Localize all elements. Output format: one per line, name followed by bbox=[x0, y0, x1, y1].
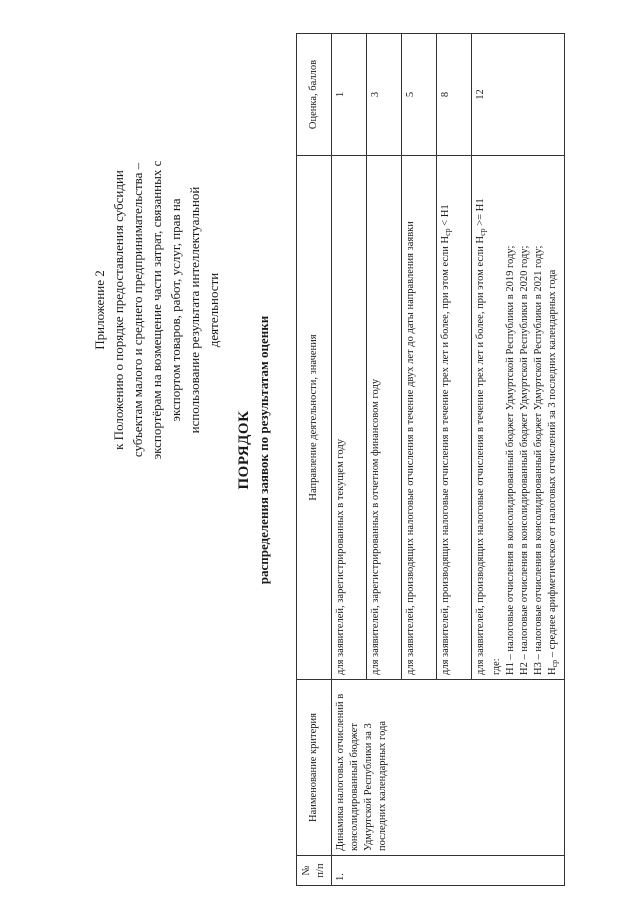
row-num: 1. bbox=[332, 856, 565, 886]
subscript-sr: ср bbox=[550, 659, 559, 668]
criteria-table bbox=[296, 33, 565, 886]
appendix-line: деятельности bbox=[206, 272, 221, 348]
appendix-line: использование результата интеллектуальной bbox=[187, 186, 202, 434]
appendix-line: к Положению о порядке предоставления субсидии bbox=[111, 170, 126, 450]
direction-text: >= Н1 bbox=[475, 198, 486, 229]
direction-cell: для заявителей, зарегистрированных в отчетном финансовом году bbox=[367, 156, 402, 680]
direction-text: для заявителей, производящих налоговые отчисления в течение трех лет и более, при этом если Н bbox=[440, 235, 451, 675]
subscript-sr: ср bbox=[478, 228, 487, 236]
header-name: Наименование критерия bbox=[297, 680, 332, 856]
direction-text: для заявителей, производящих налоговые отчисления в течение трех лет и более, при этом если Н bbox=[475, 235, 486, 675]
table-header-row bbox=[297, 34, 332, 886]
appendix-line: экспортёрам на возмещение части затрат, связанных с bbox=[149, 160, 164, 460]
direction-cell: для заявителей, зарегистрированных в текущем году bbox=[332, 156, 367, 680]
appendix-line: экспортом товаров, работ, услуг, прав на bbox=[168, 198, 183, 422]
score-cell: 8 bbox=[437, 34, 472, 156]
score-cell: 12 bbox=[472, 34, 565, 156]
legend-intro: где: bbox=[491, 658, 502, 675]
score-cell: 1 bbox=[332, 34, 367, 156]
score-cell: 5 bbox=[402, 34, 437, 156]
direction-text: < Н1 bbox=[440, 204, 451, 229]
legend-h1: Н1 – налоговые отчисления в консолидированный бюджет Удмуртской Республики в 2019 году; bbox=[505, 245, 516, 675]
header-num: № п/п bbox=[297, 856, 332, 886]
criterion-name: Динамика налоговых отчислений в консолидированный бюджет Удмуртской Республики за 3 последних календарных года bbox=[332, 680, 565, 856]
rotated-content bbox=[0, 10, 640, 890]
direction-cell bbox=[437, 156, 472, 680]
legend-hsr-symbol: Н bbox=[547, 667, 558, 675]
direction-cell: для заявителей, производящих налоговые отчисления в течение двух лет до даты направления заявки bbox=[402, 156, 437, 680]
direction-cell bbox=[472, 156, 565, 680]
appendix-title: Приложение 2 bbox=[92, 270, 107, 350]
document-subtitle: распределения заявок по результатам оценки bbox=[256, 315, 271, 585]
legend-h3: Н3 – налоговые отчисления в консолидированный бюджет Удмуртской Республики в 2021 году; bbox=[533, 245, 544, 675]
document-title: ПОРЯДОК bbox=[236, 410, 252, 490]
header-score: Оценка, баллов bbox=[297, 34, 332, 156]
legend-hsr bbox=[546, 160, 562, 675]
appendix-line: субъектам малого и среднего предпринимательства – bbox=[130, 162, 145, 458]
header-direction: Направление деятельности, значения bbox=[297, 156, 332, 680]
subscript-sr: ср bbox=[443, 228, 452, 236]
appendix-header bbox=[90, 30, 223, 830]
table-row bbox=[332, 34, 367, 886]
direction-condition bbox=[474, 160, 490, 675]
legend-hsr-text: – среднее арифметическое от налоговых отчислений за 3 последних календарных года bbox=[547, 269, 558, 660]
score-cell: 3 bbox=[367, 34, 402, 156]
legend-h2: Н2 – налоговые отчисления в консолидированный бюджет Удмуртской Республики в 2020 году; bbox=[519, 245, 530, 675]
